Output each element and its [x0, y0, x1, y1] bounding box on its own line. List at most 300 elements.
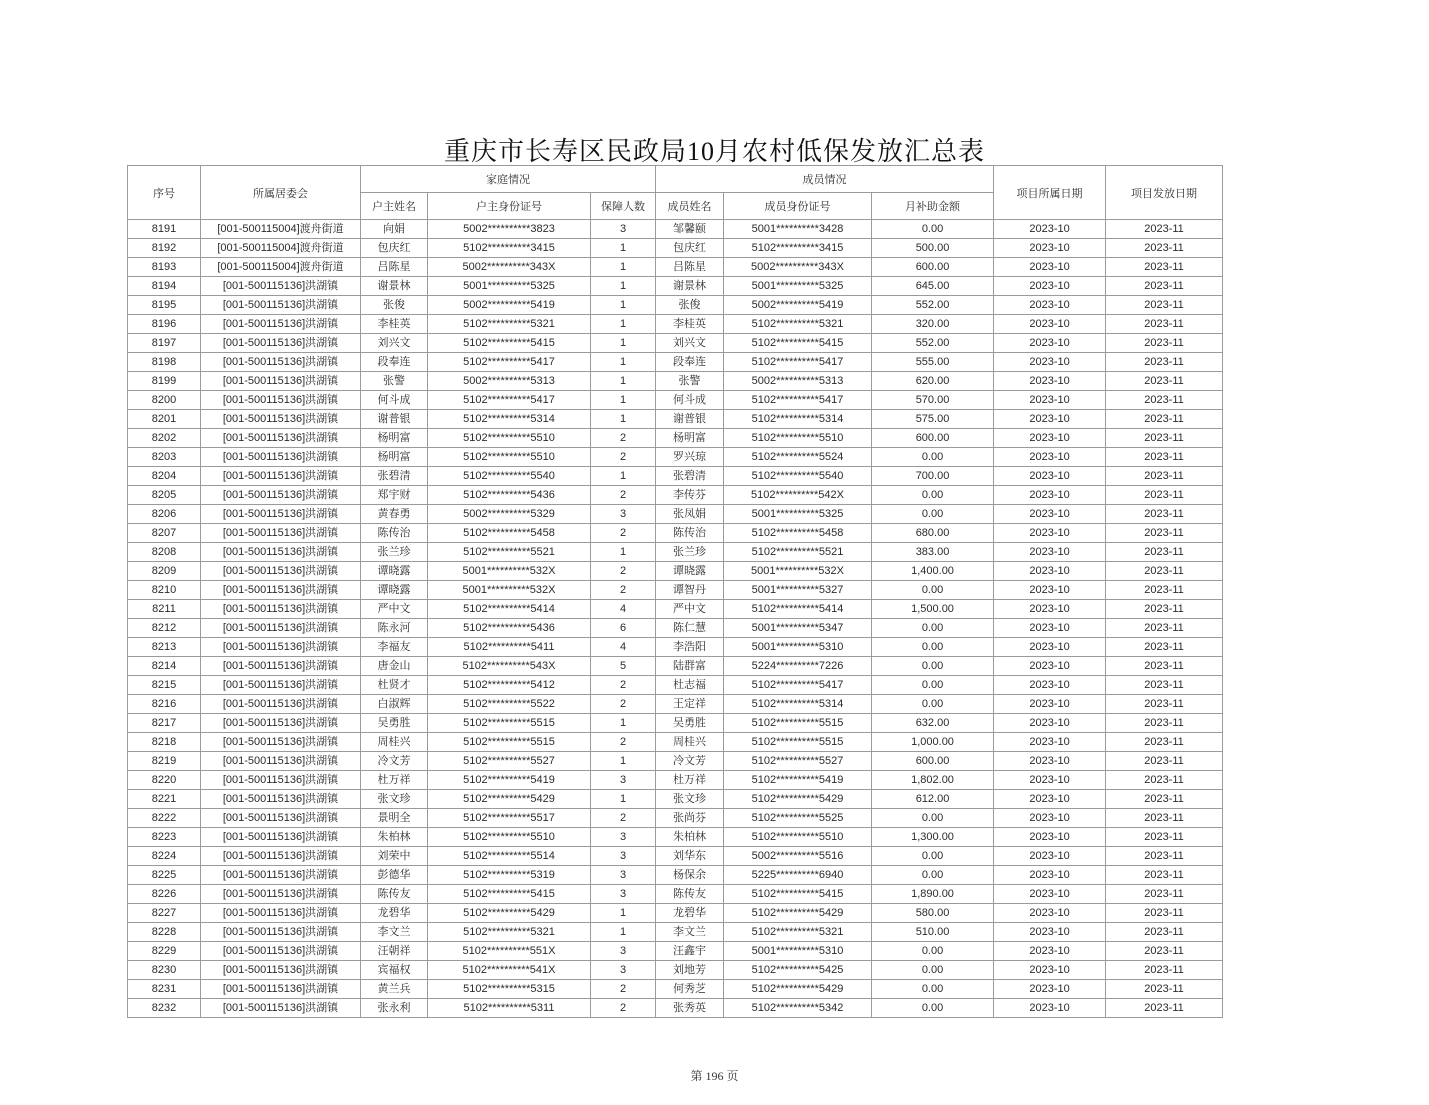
cell-project-month: 2023-10 — [994, 695, 1106, 714]
cell-insured-count: 3 — [591, 847, 656, 866]
cell-member-id: 5102**********5429 — [724, 980, 872, 999]
cell-serial: 8222 — [128, 809, 201, 828]
cell-member-id: 5001**********5325 — [724, 505, 872, 524]
table-row — [128, 942, 1223, 961]
cell-serial: 8198 — [128, 353, 201, 372]
cell-member-name: 龙碧华 — [656, 904, 724, 923]
cell-issue-month: 2023-11 — [1106, 980, 1223, 999]
cell-insured-count: 3 — [591, 942, 656, 961]
cell-project-month: 2023-10 — [994, 353, 1106, 372]
cell-issue-month: 2023-11 — [1106, 600, 1223, 619]
cell-member-id: 5002**********343X — [724, 258, 872, 277]
cell-hh-name: 朱柏林 — [361, 828, 428, 847]
cell-monthly-subsidy: 552.00 — [872, 296, 994, 315]
cell-monthly-subsidy: 555.00 — [872, 353, 994, 372]
cell-monthly-subsidy: 0.00 — [872, 220, 994, 239]
cell-project-month: 2023-10 — [994, 467, 1106, 486]
cell-member-id: 5102**********5417 — [724, 353, 872, 372]
cell-serial: 8225 — [128, 866, 201, 885]
cell-issue-month: 2023-11 — [1106, 828, 1223, 847]
cell-issue-month: 2023-11 — [1106, 847, 1223, 866]
cell-hh-name: 张碧清 — [361, 467, 428, 486]
table-row — [128, 581, 1223, 600]
cell-issue-month: 2023-11 — [1106, 790, 1223, 809]
cell-hh-id: 5102**********5527 — [428, 752, 591, 771]
cell-member-id: 5102**********5510 — [724, 429, 872, 448]
cell-committee: [001-500115136]洪湖镇 — [201, 486, 361, 505]
table-row — [128, 866, 1223, 885]
cell-insured-count: 2 — [591, 429, 656, 448]
cell-issue-month: 2023-11 — [1106, 885, 1223, 904]
cell-hh-name: 龙碧华 — [361, 904, 428, 923]
cell-project-month: 2023-10 — [994, 315, 1106, 334]
cell-hh-name: 杜贤才 — [361, 676, 428, 695]
table-row — [128, 790, 1223, 809]
cell-hh-name: 张文珍 — [361, 790, 428, 809]
cell-hh-id: 5102**********5314 — [428, 410, 591, 429]
cell-committee: [001-500115004]渡舟街道 — [201, 220, 361, 239]
subsidy-summary-table — [127, 165, 1223, 1018]
cell-member-id: 5102**********5429 — [724, 904, 872, 923]
cell-insured-count: 1 — [591, 923, 656, 942]
page-title: 重庆市长寿区民政局10月农村低保发放汇总表 — [443, 137, 985, 166]
cell-insured-count: 3 — [591, 885, 656, 904]
cell-serial: 8210 — [128, 581, 201, 600]
cell-monthly-subsidy: 383.00 — [872, 543, 994, 562]
cell-project-month: 2023-10 — [994, 771, 1106, 790]
table-row — [128, 733, 1223, 752]
cell-member-id: 5102**********5525 — [724, 809, 872, 828]
cell-hh-id: 5102**********5458 — [428, 524, 591, 543]
table-row — [128, 619, 1223, 638]
cell-committee: [001-500115136]洪湖镇 — [201, 942, 361, 961]
cell-serial: 8194 — [128, 277, 201, 296]
cell-monthly-subsidy: 600.00 — [872, 258, 994, 277]
cell-member-name: 吴勇胜 — [656, 714, 724, 733]
cell-serial: 8197 — [128, 334, 201, 353]
cell-issue-month: 2023-11 — [1106, 866, 1223, 885]
cell-hh-name: 段奉连 — [361, 353, 428, 372]
cell-issue-month: 2023-11 — [1106, 334, 1223, 353]
cell-issue-month: 2023-11 — [1106, 353, 1223, 372]
cell-serial: 8217 — [128, 714, 201, 733]
cell-monthly-subsidy: 1,802.00 — [872, 771, 994, 790]
table-row — [128, 885, 1223, 904]
cell-serial: 8215 — [128, 676, 201, 695]
cell-member-id: 5102**********5510 — [724, 828, 872, 847]
table-row — [128, 220, 1223, 239]
cell-insured-count: 2 — [591, 486, 656, 505]
table-row — [128, 638, 1223, 657]
cell-insured-count: 1 — [591, 353, 656, 372]
table-row — [128, 448, 1223, 467]
cell-serial: 8196 — [128, 315, 201, 334]
cell-member-id: 5102**********5540 — [724, 467, 872, 486]
cell-insured-count: 1 — [591, 372, 656, 391]
cell-hh-id: 5102**********5412 — [428, 676, 591, 695]
table-row — [128, 828, 1223, 847]
col-header-monthly-subsidy: 月补助金额 — [872, 193, 994, 220]
cell-member-id: 5102**********5515 — [724, 714, 872, 733]
cell-hh-name: 刘兴文 — [361, 334, 428, 353]
col-header-hh-name: 户主姓名 — [361, 193, 428, 220]
cell-issue-month: 2023-11 — [1106, 505, 1223, 524]
cell-committee: [001-500115136]洪湖镇 — [201, 980, 361, 999]
col-header-committee: 所属居委会 — [201, 166, 361, 220]
cell-member-name: 吕陈星 — [656, 258, 724, 277]
cell-insured-count: 1 — [591, 714, 656, 733]
cell-committee: [001-500115004]渡舟街道 — [201, 258, 361, 277]
cell-project-month: 2023-10 — [994, 809, 1106, 828]
cell-insured-count: 4 — [591, 638, 656, 657]
cell-monthly-subsidy: 0.00 — [872, 657, 994, 676]
table-row — [128, 486, 1223, 505]
table-row — [128, 771, 1223, 790]
cell-hh-id: 5102**********5419 — [428, 771, 591, 790]
cell-committee: [001-500115136]洪湖镇 — [201, 448, 361, 467]
cell-serial: 8224 — [128, 847, 201, 866]
cell-monthly-subsidy: 1,000.00 — [872, 733, 994, 752]
cell-project-month: 2023-10 — [994, 486, 1106, 505]
cell-project-month: 2023-10 — [994, 904, 1106, 923]
cell-issue-month: 2023-11 — [1106, 239, 1223, 258]
cell-serial: 8201 — [128, 410, 201, 429]
cell-committee: [001-500115136]洪湖镇 — [201, 296, 361, 315]
cell-insured-count: 3 — [591, 220, 656, 239]
cell-serial: 8213 — [128, 638, 201, 657]
cell-project-month: 2023-10 — [994, 524, 1106, 543]
cell-hh-id: 5102**********5436 — [428, 619, 591, 638]
cell-hh-id: 5102**********5415 — [428, 334, 591, 353]
cell-project-month: 2023-10 — [994, 391, 1106, 410]
cell-serial: 8227 — [128, 904, 201, 923]
cell-project-month: 2023-10 — [994, 505, 1106, 524]
cell-committee: [001-500115136]洪湖镇 — [201, 714, 361, 733]
col-header-hh-id: 户主身份证号 — [428, 193, 591, 220]
cell-monthly-subsidy: 1,300.00 — [872, 828, 994, 847]
cell-monthly-subsidy: 0.00 — [872, 866, 994, 885]
cell-project-month: 2023-10 — [994, 942, 1106, 961]
cell-project-month: 2023-10 — [994, 885, 1106, 904]
cell-hh-id: 5001**********532X — [428, 581, 591, 600]
cell-hh-id: 5102**********3415 — [428, 239, 591, 258]
cell-committee: [001-500115136]洪湖镇 — [201, 391, 361, 410]
cell-hh-name: 谭晓露 — [361, 581, 428, 600]
cell-hh-id: 5102**********5436 — [428, 486, 591, 505]
cell-member-name: 刘地芳 — [656, 961, 724, 980]
cell-committee: [001-500115136]洪湖镇 — [201, 676, 361, 695]
cell-hh-name: 白淑辉 — [361, 695, 428, 714]
table-row — [128, 391, 1223, 410]
header-group-row — [128, 166, 1223, 193]
cell-member-name: 陈仁慧 — [656, 619, 724, 638]
cell-serial: 8205 — [128, 486, 201, 505]
table-row — [128, 543, 1223, 562]
cell-serial: 8226 — [128, 885, 201, 904]
cell-committee: [001-500115136]洪湖镇 — [201, 771, 361, 790]
cell-committee: [001-500115136]洪湖镇 — [201, 410, 361, 429]
cell-issue-month: 2023-11 — [1106, 714, 1223, 733]
cell-member-name: 陈传友 — [656, 885, 724, 904]
cell-member-id: 5002**********5313 — [724, 372, 872, 391]
cell-serial: 8216 — [128, 695, 201, 714]
cell-member-name: 朱柏林 — [656, 828, 724, 847]
cell-hh-id: 5102**********551X — [428, 942, 591, 961]
cell-project-month: 2023-10 — [994, 866, 1106, 885]
cell-committee: [001-500115136]洪湖镇 — [201, 543, 361, 562]
cell-insured-count: 4 — [591, 600, 656, 619]
cell-project-month: 2023-10 — [994, 828, 1106, 847]
col-header-family-group: 家庭情况 — [361, 166, 656, 193]
cell-serial: 8228 — [128, 923, 201, 942]
cell-hh-id: 5102**********5510 — [428, 828, 591, 847]
cell-insured-count: 2 — [591, 980, 656, 999]
cell-member-id: 5002**********5516 — [724, 847, 872, 866]
table-row — [128, 676, 1223, 695]
cell-committee: [001-500115136]洪湖镇 — [201, 562, 361, 581]
cell-committee: [001-500115136]洪湖镇 — [201, 695, 361, 714]
col-header-member-group: 成员情况 — [656, 166, 994, 193]
cell-hh-id: 5102**********5417 — [428, 391, 591, 410]
cell-insured-count: 1 — [591, 752, 656, 771]
cell-committee: [001-500115136]洪湖镇 — [201, 353, 361, 372]
table-row — [128, 258, 1223, 277]
cell-monthly-subsidy: 645.00 — [872, 277, 994, 296]
cell-project-month: 2023-10 — [994, 258, 1106, 277]
cell-serial: 8218 — [128, 733, 201, 752]
cell-project-month: 2023-10 — [994, 676, 1106, 695]
cell-issue-month: 2023-11 — [1106, 277, 1223, 296]
cell-member-name: 陆群富 — [656, 657, 724, 676]
cell-project-month: 2023-10 — [994, 410, 1106, 429]
cell-project-month: 2023-10 — [994, 448, 1106, 467]
cell-committee: [001-500115136]洪湖镇 — [201, 277, 361, 296]
cell-member-id: 5001**********5327 — [724, 581, 872, 600]
cell-member-id: 5001**********532X — [724, 562, 872, 581]
cell-hh-name: 吴勇胜 — [361, 714, 428, 733]
cell-hh-id: 5002**********5329 — [428, 505, 591, 524]
cell-member-name: 谭智丹 — [656, 581, 724, 600]
cell-committee: [001-500115136]洪湖镇 — [201, 866, 361, 885]
cell-insured-count: 1 — [591, 239, 656, 258]
cell-project-month: 2023-10 — [994, 790, 1106, 809]
cell-project-month: 2023-10 — [994, 638, 1106, 657]
cell-monthly-subsidy: 0.00 — [872, 847, 994, 866]
cell-hh-id: 5102**********5510 — [428, 429, 591, 448]
cell-member-id: 5102**********5414 — [724, 600, 872, 619]
table-row — [128, 277, 1223, 296]
cell-hh-id: 5102**********543X — [428, 657, 591, 676]
cell-hh-name: 包庆红 — [361, 239, 428, 258]
cell-member-name: 周桂兴 — [656, 733, 724, 752]
cell-issue-month: 2023-11 — [1106, 752, 1223, 771]
cell-monthly-subsidy: 0.00 — [872, 809, 994, 828]
cell-project-month: 2023-10 — [994, 220, 1106, 239]
cell-hh-id: 5102**********5321 — [428, 315, 591, 334]
cell-hh-name: 谢普银 — [361, 410, 428, 429]
cell-monthly-subsidy: 632.00 — [872, 714, 994, 733]
cell-hh-id: 5102**********5414 — [428, 600, 591, 619]
cell-issue-month: 2023-11 — [1106, 657, 1223, 676]
cell-insured-count: 1 — [591, 467, 656, 486]
cell-hh-id: 5102**********5311 — [428, 999, 591, 1018]
cell-hh-name: 严中文 — [361, 600, 428, 619]
cell-committee: [001-500115136]洪湖镇 — [201, 467, 361, 486]
cell-insured-count: 1 — [591, 410, 656, 429]
cell-committee: [001-500115136]洪湖镇 — [201, 847, 361, 866]
cell-hh-name: 宾福权 — [361, 961, 428, 980]
cell-serial: 8212 — [128, 619, 201, 638]
cell-project-month: 2023-10 — [994, 429, 1106, 448]
cell-committee: [001-500115136]洪湖镇 — [201, 961, 361, 980]
table-row — [128, 980, 1223, 999]
cell-project-month: 2023-10 — [994, 752, 1106, 771]
cell-member-name: 张尚芬 — [656, 809, 724, 828]
cell-serial: 8206 — [128, 505, 201, 524]
cell-member-name: 杜志福 — [656, 676, 724, 695]
cell-insured-count: 2 — [591, 562, 656, 581]
cell-insured-count: 1 — [591, 790, 656, 809]
cell-hh-id: 5102**********5510 — [428, 448, 591, 467]
cell-hh-name: 周桂兴 — [361, 733, 428, 752]
cell-member-name: 张凤娟 — [656, 505, 724, 524]
cell-member-id: 5102**********5415 — [724, 334, 872, 353]
cell-monthly-subsidy: 580.00 — [872, 904, 994, 923]
cell-project-month: 2023-10 — [994, 923, 1106, 942]
cell-project-month: 2023-10 — [994, 277, 1106, 296]
cell-project-month: 2023-10 — [994, 296, 1106, 315]
cell-insured-count: 2 — [591, 524, 656, 543]
cell-monthly-subsidy: 320.00 — [872, 315, 994, 334]
cell-hh-name: 唐金山 — [361, 657, 428, 676]
cell-serial: 8199 — [128, 372, 201, 391]
cell-serial: 8214 — [128, 657, 201, 676]
cell-hh-id: 5002**********5419 — [428, 296, 591, 315]
cell-issue-month: 2023-11 — [1106, 296, 1223, 315]
cell-monthly-subsidy: 1,400.00 — [872, 562, 994, 581]
cell-monthly-subsidy: 510.00 — [872, 923, 994, 942]
cell-hh-name: 陈传友 — [361, 885, 428, 904]
cell-insured-count: 3 — [591, 866, 656, 885]
cell-serial: 8204 — [128, 467, 201, 486]
table-row — [128, 429, 1223, 448]
cell-hh-name: 李文兰 — [361, 923, 428, 942]
cell-issue-month: 2023-11 — [1106, 410, 1223, 429]
cell-insured-count: 2 — [591, 733, 656, 752]
cell-member-id: 5102**********3415 — [724, 239, 872, 258]
cell-project-month: 2023-10 — [994, 714, 1106, 733]
cell-project-month: 2023-10 — [994, 619, 1106, 638]
cell-issue-month: 2023-11 — [1106, 315, 1223, 334]
cell-issue-month: 2023-11 — [1106, 543, 1223, 562]
cell-monthly-subsidy: 600.00 — [872, 752, 994, 771]
table-row — [128, 600, 1223, 619]
cell-insured-count: 6 — [591, 619, 656, 638]
cell-monthly-subsidy: 620.00 — [872, 372, 994, 391]
cell-insured-count: 1 — [591, 904, 656, 923]
cell-member-id: 5225**********6940 — [724, 866, 872, 885]
table-row — [128, 296, 1223, 315]
cell-hh-id: 5102**********5515 — [428, 714, 591, 733]
cell-serial: 8191 — [128, 220, 201, 239]
cell-member-name: 张警 — [656, 372, 724, 391]
cell-member-id: 5102**********5321 — [724, 315, 872, 334]
cell-serial: 8195 — [128, 296, 201, 315]
cell-monthly-subsidy: 0.00 — [872, 448, 994, 467]
cell-member-name: 冷文芳 — [656, 752, 724, 771]
cell-hh-id: 5102**********5522 — [428, 695, 591, 714]
cell-hh-id: 5002**********3823 — [428, 220, 591, 239]
cell-member-id: 5002**********5419 — [724, 296, 872, 315]
cell-member-name: 谢普银 — [656, 410, 724, 429]
cell-member-id: 5102**********5417 — [724, 676, 872, 695]
cell-committee: [001-500115136]洪湖镇 — [201, 581, 361, 600]
table-row — [128, 505, 1223, 524]
table-row — [128, 961, 1223, 980]
cell-monthly-subsidy: 700.00 — [872, 467, 994, 486]
cell-hh-id: 5102**********5429 — [428, 790, 591, 809]
cell-hh-name: 李桂英 — [361, 315, 428, 334]
table-row — [128, 410, 1223, 429]
table-row — [128, 847, 1223, 866]
cell-issue-month: 2023-11 — [1106, 258, 1223, 277]
table-body — [128, 220, 1223, 1018]
cell-member-name: 张文珍 — [656, 790, 724, 809]
cell-issue-month: 2023-11 — [1106, 771, 1223, 790]
cell-insured-count: 1 — [591, 334, 656, 353]
cell-hh-name: 谢景林 — [361, 277, 428, 296]
cell-member-name: 刘兴文 — [656, 334, 724, 353]
cell-project-month: 2023-10 — [994, 581, 1106, 600]
col-header-project-month: 项目所属日期 — [994, 166, 1106, 220]
cell-member-id: 5102**********5321 — [724, 923, 872, 942]
cell-monthly-subsidy: 1,500.00 — [872, 600, 994, 619]
cell-hh-name: 杨明富 — [361, 448, 428, 467]
cell-project-month: 2023-10 — [994, 961, 1106, 980]
cell-member-id: 5102**********5527 — [724, 752, 872, 771]
cell-project-month: 2023-10 — [994, 334, 1106, 353]
cell-member-id: 5102**********5425 — [724, 961, 872, 980]
table-row — [128, 334, 1223, 353]
cell-committee: [001-500115136]洪湖镇 — [201, 733, 361, 752]
table-row — [128, 923, 1223, 942]
cell-member-id: 5102**********5419 — [724, 771, 872, 790]
cell-monthly-subsidy: 0.00 — [872, 638, 994, 657]
cell-committee: [001-500115136]洪湖镇 — [201, 505, 361, 524]
cell-serial: 8200 — [128, 391, 201, 410]
cell-hh-name: 彭德华 — [361, 866, 428, 885]
cell-member-name: 包庆红 — [656, 239, 724, 258]
cell-member-id: 5102**********5515 — [724, 733, 872, 752]
cell-committee: [001-500115136]洪湖镇 — [201, 657, 361, 676]
cell-member-id: 5224**********7226 — [724, 657, 872, 676]
cell-hh-name: 杜万祥 — [361, 771, 428, 790]
cell-issue-month: 2023-11 — [1106, 809, 1223, 828]
cell-serial: 8219 — [128, 752, 201, 771]
cell-member-id: 5001**********3428 — [724, 220, 872, 239]
cell-serial: 8230 — [128, 961, 201, 980]
cell-hh-id: 5102**********5540 — [428, 467, 591, 486]
cell-committee: [001-500115136]洪湖镇 — [201, 372, 361, 391]
cell-issue-month: 2023-11 — [1106, 429, 1223, 448]
table-row — [128, 714, 1223, 733]
table-row — [128, 372, 1223, 391]
cell-serial: 8193 — [128, 258, 201, 277]
cell-project-month: 2023-10 — [994, 657, 1106, 676]
cell-hh-name: 郑宇财 — [361, 486, 428, 505]
cell-committee: [001-500115136]洪湖镇 — [201, 885, 361, 904]
cell-member-id: 5001**********5325 — [724, 277, 872, 296]
